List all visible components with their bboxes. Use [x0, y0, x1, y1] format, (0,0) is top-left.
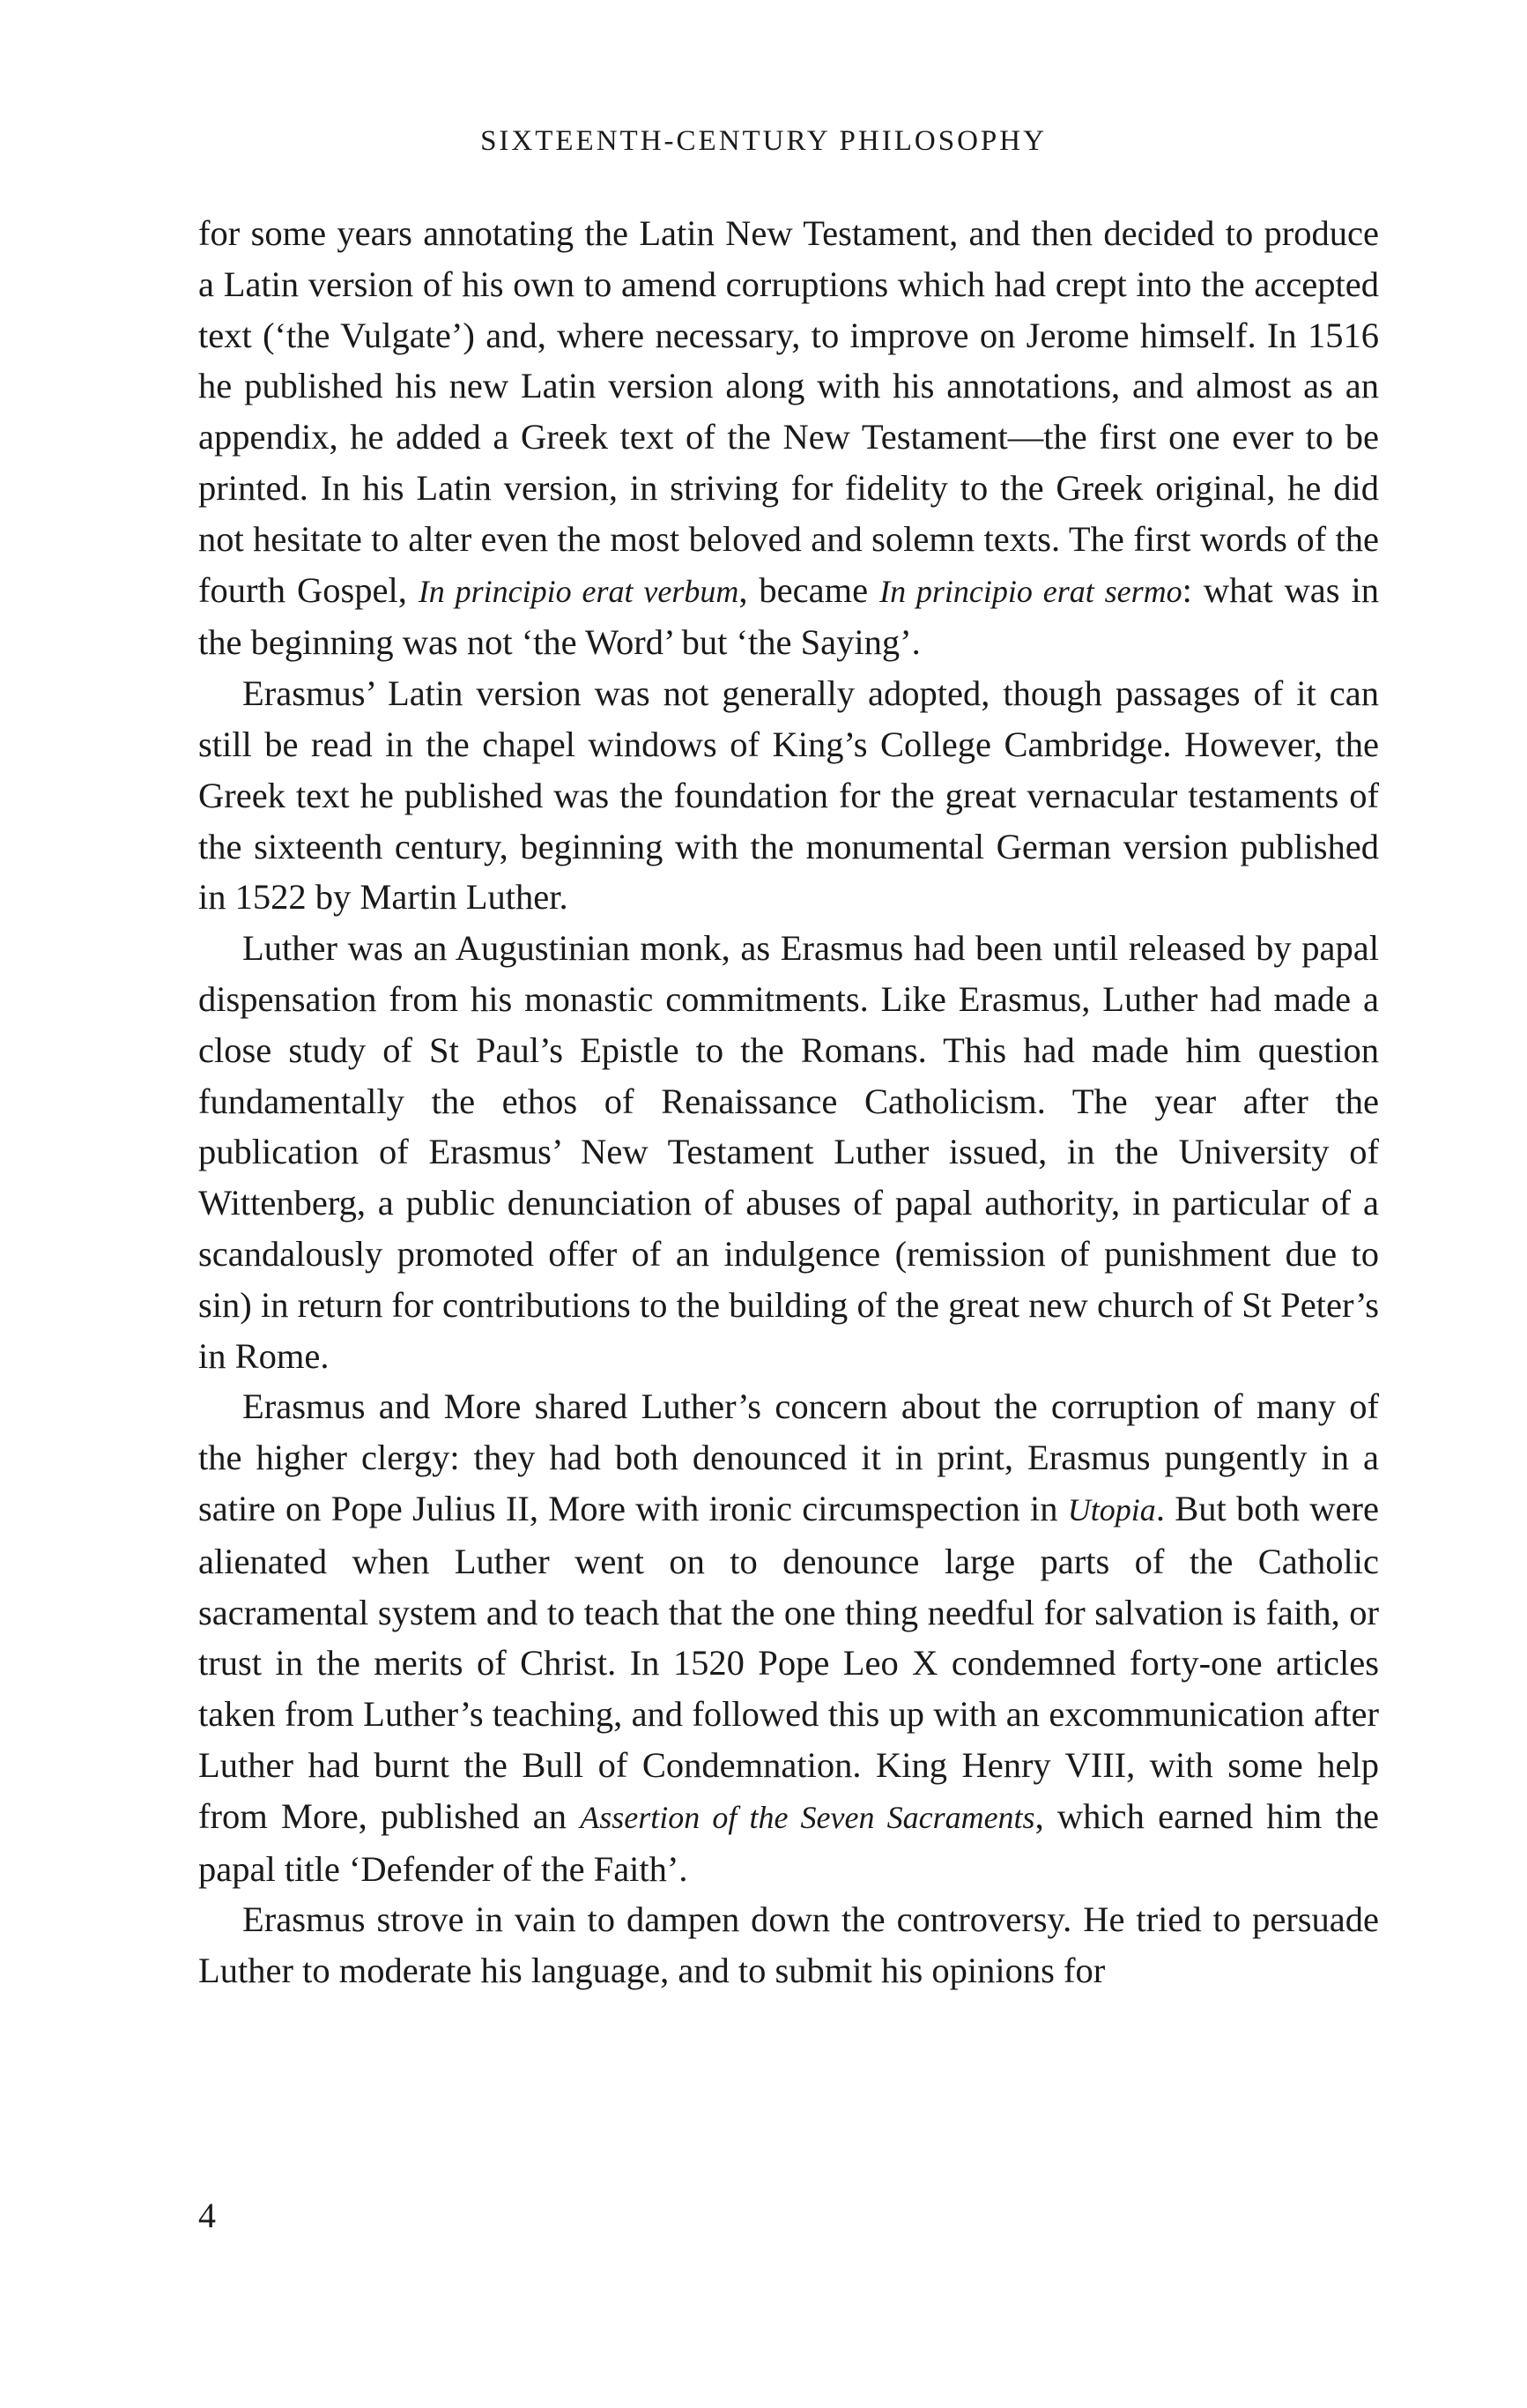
text-run: : what was in the beginning was not ‘the Word’ but ‘the Saying’.	[198, 569, 1380, 663]
paragraph	[198, 923, 1379, 1381]
paragraph	[198, 208, 1379, 668]
text-run: Luther was an Augustinian monk, as Erasmus had been until released by papal dispensation from his monastic commitments. Like Erasmus, Luther had made a close study of St Paul’s Epistle to the Romans. This had made him question fundamentally the ethos of Renaissance Catholicism. The year after the publication of Erasmus’ New Testament Luther issued, in the University of Wittenberg, a public denunciation of abuses of papal authority, in particular of a scandalously promoted offer of an indulgence (remission of punishment due to sin) in return for contributions to the building of the great new church of St Peter’s in Rome.	[198, 928, 1379, 1376]
text-run: Erasmus’ Latin version was not generally adopted, though passages of it can still be read in the chapel windows of King’s College Cambridge. However, the Greek text he published was the foundation for the great vernacular testaments of the sixteenth century, beginning with the monumental German version published in 1522 by Martin Luther.	[198, 673, 1379, 918]
italic-phrase: In principio erat verbum	[418, 573, 739, 609]
italic-phrase: In principio erat sermo	[879, 573, 1182, 609]
text-run: , which earned him the papal title ‘Defender of the Faith’.	[198, 1795, 1380, 1889]
body-text	[198, 208, 1379, 1996]
text-run: . But both were alienated when Luther went on to denounce large parts of the Catholic sacramental system and to teach that the one thing needful for salvation is faith, or trust in the merits of Christ. In 1520 Pope Leo X condemned forty-one articles taken from Luther’s teaching, and followed this up with an excommunication after Luther had burnt the Bull of Condemnation. King Henry VIII, with some help from More, published an	[198, 1488, 1379, 1836]
paragraph	[198, 1894, 1379, 1996]
text-run: , became	[738, 569, 880, 610]
text-run: Erasmus and More shared Luther’s concern about the corruption of many of the higher clergy: they had both denounced it in print, Erasmus pungently in a satire on Pope Julius II, More with ironic circumspection in	[198, 1386, 1379, 1528]
italic-title: Utopia	[1067, 1491, 1156, 1527]
page-number: 4	[198, 2196, 216, 2235]
paragraph	[198, 1381, 1379, 1894]
text-run: Erasmus strove in vain to dampen down the controversy. He tried to persuade Luther to moderate his language, and to submit his opinions for	[198, 1899, 1379, 1991]
paragraph	[198, 668, 1379, 923]
italic-title: Assertion of the Seven Sacraments	[580, 1799, 1035, 1835]
running-head: SIXTEENTH-CENTURY PHILOSOPHY	[480, 125, 1047, 157]
text-run: for some years annotating the Latin New Testament, and then decided to produce a Latin version of his own to amend corruptions which had crept into the accepted text (‘the Vulgate’) and, where necessary, to improve on Jerome himself. In 1516 he published his new Latin version along with his annotations, and almost as an appendix, he added a Greek text of the New Testament—the first one ever to be printed. In his Latin version, in striving for fidelity to the Greek original, he did not hesitate to alter even the most beloved and solemn texts. The first words of the fourth Gospel,	[198, 213, 1379, 610]
